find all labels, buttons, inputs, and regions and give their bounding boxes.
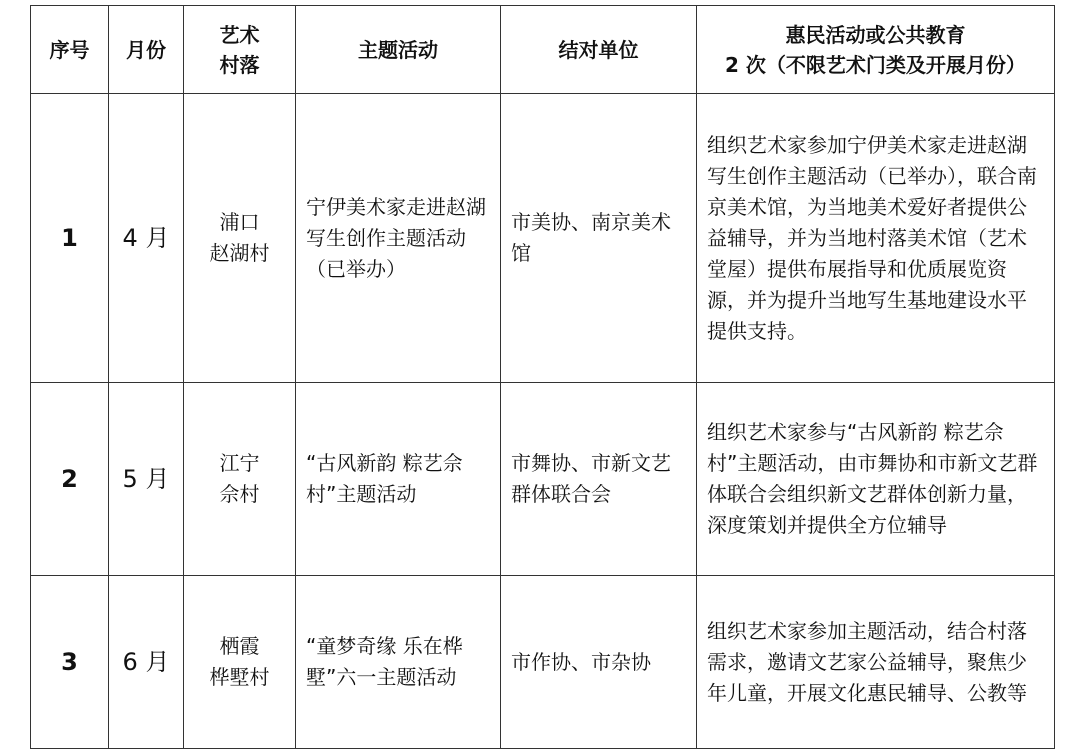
row-theme: “古风新韵 粽艺佘村”主题活动 [296, 383, 501, 576]
table-row [31, 576, 1055, 749]
table-row [31, 94, 1055, 383]
row-education: 组织艺术家参加主题活动，结合村落需求，邀请文艺家公益辅导，聚焦少年儿童，开展文化惠民辅导、公教等 [697, 576, 1055, 749]
header-education [697, 6, 1055, 94]
row-partner: 市作协、市杂协 [501, 576, 697, 749]
row-village: 江宁 佘村 [184, 383, 296, 576]
row-seq: 1 [31, 94, 109, 383]
header-theme: 主题活动 [296, 6, 501, 94]
activity-table [30, 5, 1055, 749]
row-village: 栖霞 桦墅村 [184, 576, 296, 749]
header-partner: 结对单位 [501, 6, 697, 94]
header-education-line2: 2 次（不限艺术门类及开展月份） [725, 52, 1026, 77]
header-education-line1: 惠民活动或公共教育 [785, 22, 966, 47]
row-partner: 市美协、南京美术馆 [501, 94, 697, 383]
header-row [31, 6, 1055, 94]
row-theme: “童梦奇缘 乐在桦墅”六一主题活动 [296, 576, 501, 749]
row-education: 组织艺术家参加宁伊美术家走进赵湖写生创作主题活动（已举办），联合南京美术馆，为当地美术爱好者提供公益辅导，并为当地村落美术馆（艺术堂屋）提供布展指导和优质展览资源，并为提升当地写生基地建设水平提供支持。 [697, 94, 1055, 383]
row-seq: 3 [31, 576, 109, 749]
row-partner: 市舞协、市新文艺群体联合会 [501, 383, 697, 576]
header-seq: 序号 [31, 6, 109, 94]
row-month: 6 月 [109, 576, 184, 749]
row-seq: 2 [31, 383, 109, 576]
row-village: 浦口 赵湖村 [184, 94, 296, 383]
row-education: 组织艺术家参与“古风新韵 粽艺佘村”主题活动，由市舞协和市新文艺群体联合会组织新文艺群体创新力量，深度策划并提供全方位辅导 [697, 383, 1055, 576]
table-row [31, 383, 1055, 576]
header-village: 艺术村落 [184, 6, 296, 94]
row-month: 5 月 [109, 383, 184, 576]
row-theme: 宁伊美术家走进赵湖写生创作主题活动（已举办） [296, 94, 501, 383]
row-month: 4 月 [109, 94, 184, 383]
header-month: 月份 [109, 6, 184, 94]
